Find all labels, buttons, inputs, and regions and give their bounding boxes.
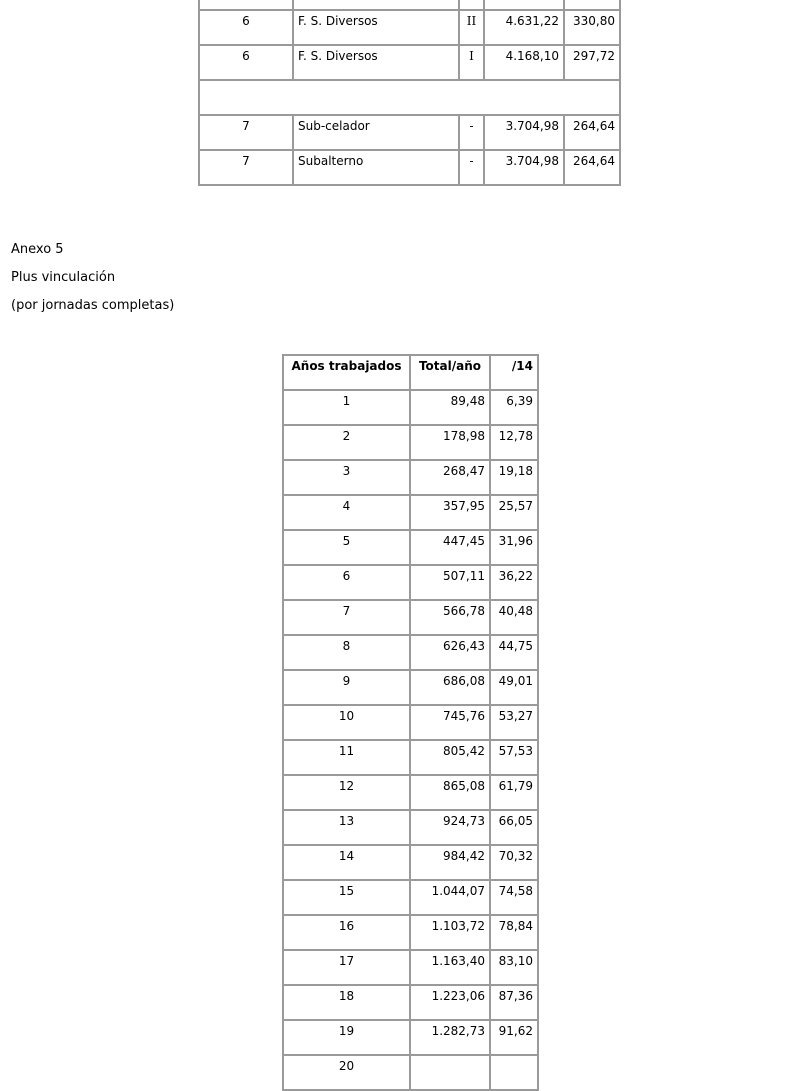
cell-years: 18 (283, 985, 410, 1020)
cell-div14: 83,10 (490, 950, 538, 985)
header-div14: /14 (490, 355, 538, 390)
cell-grupo: 7 (199, 150, 293, 185)
cell-total: 89,48 (410, 390, 490, 425)
cell-total: 178,98 (410, 425, 490, 460)
annex-subtitle: Plus vinculación (11, 270, 116, 285)
cell-div14: 61,79 (490, 775, 538, 810)
table-row (283, 530, 538, 565)
cell-years: 17 (283, 950, 410, 985)
cell-total: 507,11 (410, 565, 490, 600)
cell-div14: 78,84 (490, 915, 538, 950)
cell-years: 16 (283, 915, 410, 950)
cell-div14: 53,27 (490, 705, 538, 740)
cell-total: 268,47 (410, 460, 490, 495)
cell-div14: 264,64 (564, 150, 620, 185)
cell-categoria: Subalterno (293, 150, 459, 185)
cell-div14: 297,72 (564, 45, 620, 80)
cell-div14: 70,32 (490, 845, 538, 880)
empty-separator-cell (199, 80, 620, 115)
cell-grupo: 6 (199, 45, 293, 80)
cell-total: 1.163,40 (410, 950, 490, 985)
table-row (199, 45, 620, 80)
table-row (199, 80, 620, 115)
cell-div14: 91,62 (490, 1020, 538, 1055)
cell-years: 10 (283, 705, 410, 740)
cell-total: 984,42 (410, 845, 490, 880)
cell-years: 9 (283, 670, 410, 705)
table-row (199, 0, 620, 10)
cell-years: 5 (283, 530, 410, 565)
cell-total: 4.631,22 (484, 10, 564, 45)
table-row (283, 565, 538, 600)
annex-title: Anexo 5 (11, 242, 64, 257)
table-row (283, 635, 538, 670)
cell-total: 566,78 (410, 600, 490, 635)
table-row (283, 845, 538, 880)
header-total: Total/año (410, 355, 490, 390)
cell-years: 2 (283, 425, 410, 460)
cell-div14: 25,57 (490, 495, 538, 530)
cell-div14: 44,75 (490, 635, 538, 670)
cell-total (484, 0, 564, 10)
cell-total: 865,08 (410, 775, 490, 810)
cell-div14: 49,01 (490, 670, 538, 705)
cell-years: 13 (283, 810, 410, 845)
cell-years: 15 (283, 880, 410, 915)
cell-nivel (459, 0, 484, 10)
table-row (283, 915, 538, 950)
table-row (283, 775, 538, 810)
plus-vinculacion-table (282, 354, 539, 1091)
table-row (199, 10, 620, 45)
cell-div14: 6,39 (490, 390, 538, 425)
cell-total: 745,76 (410, 705, 490, 740)
cell-div14 (564, 0, 620, 10)
cell-years: 8 (283, 635, 410, 670)
cell-grupo: 7 (199, 115, 293, 150)
cell-total: 626,43 (410, 635, 490, 670)
cell-nivel: - (459, 150, 484, 185)
table-row (283, 495, 538, 530)
table-row (199, 115, 620, 150)
cell-div14: 57,53 (490, 740, 538, 775)
cell-div14: 74,58 (490, 880, 538, 915)
cell-nivel: I (459, 45, 484, 80)
cell-nivel: II (459, 10, 484, 45)
cell-years: 3 (283, 460, 410, 495)
cell-years: 19 (283, 1020, 410, 1055)
table-row (283, 950, 538, 985)
table-row (283, 1020, 538, 1055)
table-row (199, 150, 620, 185)
cell-total: 1.223,06 (410, 985, 490, 1020)
cell-div14: 40,48 (490, 600, 538, 635)
table-row (283, 670, 538, 705)
cell-div14: 330,80 (564, 10, 620, 45)
cell-total: 1.282,73 (410, 1020, 490, 1055)
cell-years: 4 (283, 495, 410, 530)
cell-total: 686,08 (410, 670, 490, 705)
cell-total: 1.103,72 (410, 915, 490, 950)
cell-years: 20 (283, 1055, 410, 1090)
cell-total: 805,42 (410, 740, 490, 775)
table-row (283, 1055, 538, 1090)
cell-grupo (199, 0, 293, 10)
cell-total: 357,95 (410, 495, 490, 530)
cell-years: 1 (283, 390, 410, 425)
cell-grupo: 6 (199, 10, 293, 45)
table-row (283, 600, 538, 635)
table-row (283, 390, 538, 425)
cell-div14 (490, 1055, 538, 1090)
cell-categoria: F. S. Diversos (293, 10, 459, 45)
cell-categoria: F. S. Diversos (293, 45, 459, 80)
cell-years: 11 (283, 740, 410, 775)
cell-div14: 36,22 (490, 565, 538, 600)
cell-div14: 264,64 (564, 115, 620, 150)
table-row (283, 460, 538, 495)
cell-total: 4.168,10 (484, 45, 564, 80)
cell-total: 924,73 (410, 810, 490, 845)
table-row (283, 985, 538, 1020)
cell-div14: 19,18 (490, 460, 538, 495)
cell-total (410, 1055, 490, 1090)
cell-div14: 12,78 (490, 425, 538, 460)
cell-total: 3.704,98 (484, 115, 564, 150)
table-row (283, 705, 538, 740)
annex-note: (por jornadas completas) (11, 298, 175, 313)
table-header-row (283, 355, 538, 390)
cell-years: 12 (283, 775, 410, 810)
table-row (283, 880, 538, 915)
cell-categoria (293, 0, 459, 10)
cell-nivel: - (459, 115, 484, 150)
cell-years: 7 (283, 600, 410, 635)
cell-total: 3.704,98 (484, 150, 564, 185)
cell-years: 6 (283, 565, 410, 600)
cell-div14: 66,05 (490, 810, 538, 845)
cell-years: 14 (283, 845, 410, 880)
header-years: Años trabajados (283, 355, 410, 390)
cell-div14: 31,96 (490, 530, 538, 565)
table-row (283, 740, 538, 775)
cell-total: 447,45 (410, 530, 490, 565)
table-row (283, 425, 538, 460)
cell-categoria: Sub-celador (293, 115, 459, 150)
table-row (283, 810, 538, 845)
salary-table (198, 0, 621, 186)
cell-div14: 87,36 (490, 985, 538, 1020)
cell-total: 1.044,07 (410, 880, 490, 915)
